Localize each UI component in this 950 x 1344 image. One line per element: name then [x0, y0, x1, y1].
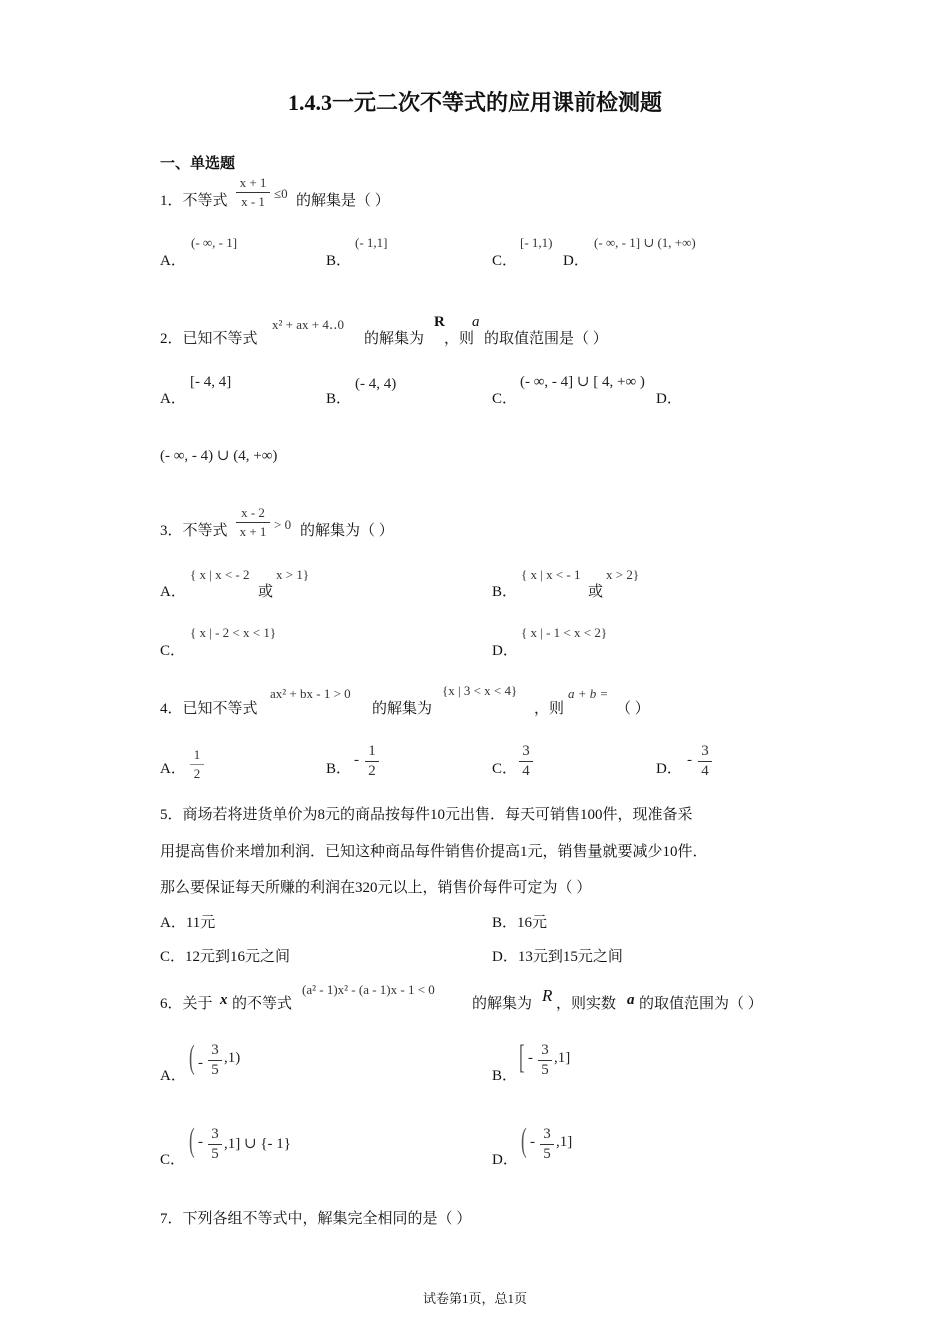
q1-prefix: 1．不等式: [160, 193, 228, 209]
q4-b-sign: -: [354, 752, 359, 768]
q2-option-d: (- ∞, - 4) ∪ (4, +∞): [160, 448, 278, 464]
q6-d-num: 3: [540, 1126, 554, 1145]
q4-option-d: [698, 743, 712, 780]
q1-suffix: 的解集是（ ）: [296, 193, 390, 209]
q5-option-b: B．16元: [492, 915, 548, 931]
q3-frac-den: x + 1: [239, 524, 267, 539]
q4-b-num: 1: [365, 743, 379, 762]
q4-option-a: [190, 747, 204, 782]
q4-b-den: 2: [368, 763, 376, 779]
q6-mid: 的解集为: [472, 996, 533, 1012]
q1-relation: ≤0: [274, 186, 288, 201]
q6-d-open: (: [521, 1122, 527, 1159]
q6-b-minus: -: [528, 1050, 533, 1066]
q3-prefix: 3．不等式: [160, 523, 228, 539]
q3-option-b-or: 或: [588, 584, 604, 600]
q1-option-a: (- ∞, - 1]: [191, 235, 238, 250]
q2-option-b: (- 4, 4): [355, 376, 397, 392]
q4-d-sign: -: [687, 752, 692, 768]
q3-suffix: 的解集为（ ）: [300, 523, 394, 539]
q2-prefix: 2．已知不等式: [160, 331, 258, 347]
q6-d-minus: -: [530, 1134, 535, 1150]
q2-mid: 的解集为: [364, 331, 425, 347]
q6-label-a: A．: [160, 1068, 186, 1084]
q1-fraction: [236, 175, 270, 210]
q4-prefix: 4．已知不等式: [160, 701, 258, 717]
q2-then: ，则: [444, 331, 475, 347]
q4-c-num: 3: [519, 743, 533, 762]
q2-R: R: [434, 314, 445, 330]
q3-option-a-or: 或: [258, 584, 274, 600]
q4-label-c: C．: [492, 761, 518, 777]
q6-b-den: 5: [541, 1062, 549, 1078]
q5-option-d: D．13元到15元之间: [492, 949, 623, 965]
q5-line-1: 5．商场若将进货单价为8元的商品按每件10元出售．每天可销售100件，现准备采: [160, 807, 693, 823]
q4-mid: 的解集为: [372, 701, 433, 717]
q3-label-d: D．: [492, 643, 518, 659]
q6-a-num: 3: [208, 1042, 222, 1061]
q1-frac-den: x - 1: [241, 194, 265, 209]
q1-label-a: A．: [160, 253, 186, 269]
question-7: 7．下列各组不等式中，解集完全相同的是（ ）: [160, 1211, 472, 1227]
q6-c-minus: -: [198, 1134, 203, 1150]
q5-line-2: 用提高售价来增加利润．已知这种商品每件销售价提高1元，销售量就要减少10件．: [160, 844, 708, 860]
q6-b-close: ,1]: [554, 1050, 571, 1066]
q4-set: {x | 3 < x < 4}: [442, 683, 518, 698]
section-heading: 一、单选题: [160, 156, 236, 172]
q6-a-minus: -: [198, 1055, 203, 1071]
q4-then: ，则: [534, 701, 565, 717]
q5-option-a: A．11元: [160, 915, 216, 931]
q2-label-b: B．: [326, 391, 352, 407]
q3-label-a: A．: [160, 584, 186, 600]
q2-label-a: A．: [160, 391, 186, 407]
q4-label-b: B．: [326, 761, 352, 777]
q4-a-den: 2: [193, 766, 201, 781]
q6-d-fraction: [540, 1126, 554, 1163]
q5-line-3: 那么要保证每天所赚的利润在320元以上，销售价每件可定为（ ）: [160, 880, 592, 896]
q6-expression: (a² - 1)x² - (a - 1)x - 1 < 0: [302, 982, 435, 997]
q6-c-open: (: [189, 1122, 195, 1159]
q4-option-c: [519, 743, 533, 780]
q3-label-c: C．: [160, 643, 186, 659]
q4-option-b: [365, 743, 379, 780]
q6-a-close: ,1): [224, 1050, 241, 1066]
q6-suffix2: 的取值范围为（ ）: [639, 996, 763, 1012]
q6-a: a: [627, 992, 635, 1008]
q6-label-b: B．: [492, 1068, 518, 1084]
q6-prefix2: 的不等式: [232, 996, 293, 1012]
q6-b-open: [: [519, 1039, 525, 1076]
q3-relation: > 0: [274, 517, 292, 532]
q3-label-b: B．: [492, 584, 518, 600]
q3-option-b-part2: x > 2}: [606, 567, 640, 582]
q6-c-fraction: [208, 1126, 222, 1163]
q1-option-d: (- ∞, - 1] ∪ (1, +∞): [594, 235, 696, 250]
q6-a-open: (: [189, 1039, 195, 1076]
q4-d-num: 3: [698, 743, 712, 762]
q1-option-c: [- 1,1): [520, 235, 553, 250]
q6-c-close: ,1] ∪ {- 1}: [224, 1136, 291, 1152]
q4-suffix: （ ）: [616, 701, 650, 717]
q1-frac-num: x + 1: [236, 175, 270, 193]
q6-c-den: 5: [211, 1146, 219, 1162]
q1-option-b: (- 1,1]: [355, 235, 388, 250]
q2-suffix: 的取值范围是（ ）: [484, 331, 608, 347]
q3-option-d: { x | - 1 < x < 2}: [521, 625, 608, 640]
q6-a-den: 5: [211, 1062, 219, 1078]
q2-label-d: D．: [656, 391, 682, 407]
q2-expression: x² + ax + 4‥0: [272, 317, 345, 332]
q3-option-a-part1: { x | x < - 2: [190, 567, 250, 582]
q1-label-d: D．: [563, 253, 589, 269]
q3-option-c: { x | - 2 < x < 1}: [190, 625, 277, 640]
page-title: 1.4.3一元二次不等式的应用课前检测题: [287, 90, 662, 115]
q1-label-b: B．: [326, 253, 352, 269]
q6-a-fraction: [208, 1042, 222, 1079]
q3-frac-num: x - 2: [236, 505, 270, 523]
q4-d-den: 4: [701, 763, 709, 779]
q6-R: R: [542, 986, 553, 1005]
q4-c-den: 4: [522, 763, 530, 779]
q6-x: x: [220, 992, 228, 1008]
q4-a-num: 1: [190, 747, 204, 765]
q2-option-c: (- ∞, - 4] ∪ [ 4, +∞ ): [520, 374, 645, 390]
q6-d-close: ,1]: [556, 1134, 573, 1150]
q5-option-c: C．12元到16元之间: [160, 949, 291, 965]
q4-expression: ax² + bx - 1 > 0: [270, 686, 351, 701]
q3-fraction: [236, 505, 270, 540]
q6-suffix1: ，则实数: [556, 996, 617, 1012]
q3-option-a-part2: x > 1}: [276, 567, 310, 582]
q4-target: a + b =: [568, 686, 609, 701]
q6-b-fraction: [538, 1042, 552, 1079]
q1-label-c: C．: [492, 253, 518, 269]
q2-option-a: [- 4, 4]: [190, 374, 232, 390]
q6-label-c: C．: [160, 1152, 186, 1168]
q3-option-b-part1: { x | x < - 1: [521, 567, 581, 582]
q6-c-num: 3: [208, 1126, 222, 1145]
q6-b-num: 3: [538, 1042, 552, 1061]
q6-label-d: D．: [492, 1152, 518, 1168]
q6-d-den: 5: [543, 1146, 551, 1162]
q4-label-d: D．: [656, 761, 682, 777]
q4-label-a: A．: [160, 761, 186, 777]
q2-label-c: C．: [492, 391, 518, 407]
page-footer: 试卷第1页，总1页: [422, 1291, 527, 1306]
q2-a: a: [472, 314, 480, 330]
q6-prefix: 6．关于: [160, 996, 213, 1012]
